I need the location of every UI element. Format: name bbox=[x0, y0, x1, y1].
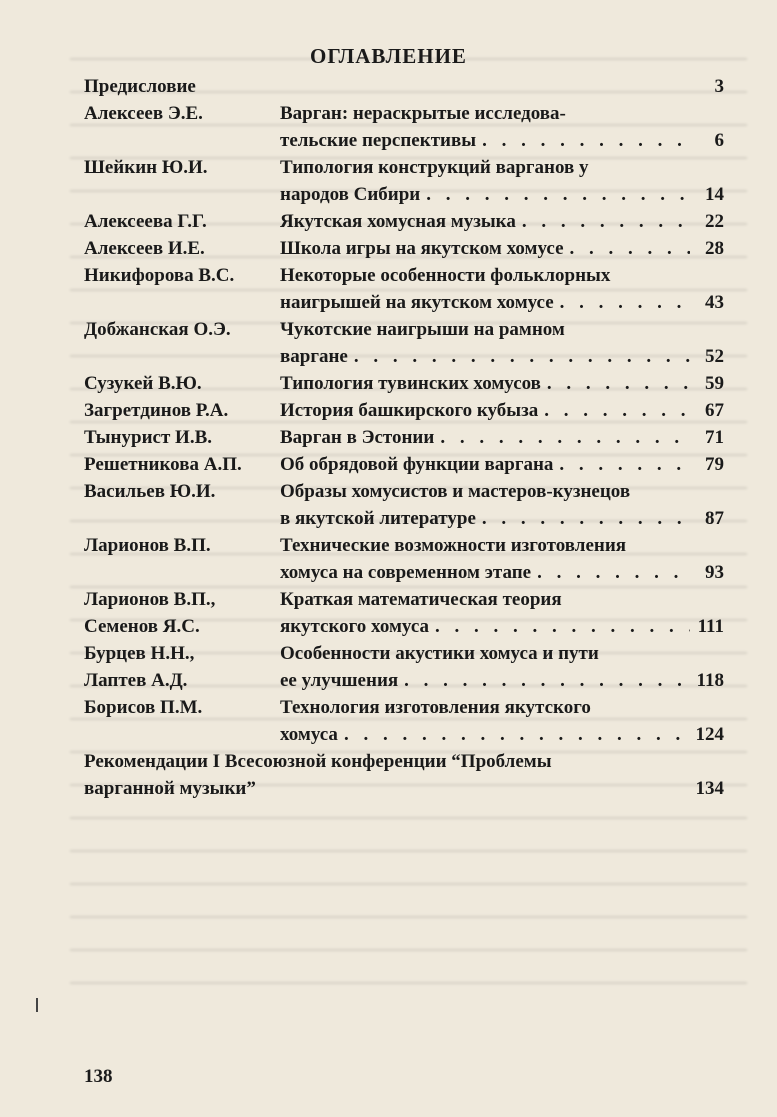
toc-author: Добжанская О.Э. bbox=[84, 319, 231, 340]
toc-line-text: варганной музыки” bbox=[84, 778, 256, 799]
dot-leader bbox=[344, 721, 690, 748]
page-ref: 43 bbox=[705, 292, 724, 313]
toc-line bbox=[280, 532, 724, 559]
page-ref: 14 bbox=[705, 184, 724, 205]
toc-entry bbox=[84, 478, 724, 532]
page-number: 138 bbox=[84, 1066, 113, 1087]
margin-mark bbox=[36, 998, 38, 1012]
toc-line-text: ее улучшения bbox=[280, 670, 399, 691]
toc-line-text: тельские перспективы bbox=[280, 130, 477, 151]
toc-entry-recommendations bbox=[84, 748, 724, 802]
toc-author: Алексеева Г.Г. bbox=[84, 211, 207, 232]
toc-line-text: Технология изготовления якутского bbox=[280, 697, 591, 718]
toc-line-text: Особенности акустики хомуса и пути bbox=[280, 643, 599, 664]
dot-leader bbox=[560, 289, 690, 316]
toc-line-text: Типология тувинских хомусов bbox=[280, 373, 541, 394]
toc-line bbox=[280, 451, 724, 478]
toc-line-text: Типология конструкций варганов у bbox=[280, 157, 589, 178]
toc-line bbox=[280, 100, 724, 127]
page-ref: 52 bbox=[705, 346, 724, 367]
toc-line bbox=[280, 73, 724, 100]
toc-line bbox=[280, 289, 724, 316]
page-ref: 93 bbox=[705, 562, 724, 583]
toc-author: Сузукей В.Ю. bbox=[84, 373, 202, 394]
toc-entry bbox=[84, 640, 724, 694]
toc-line-text: Об обрядовой функции варгана bbox=[280, 454, 554, 475]
toc-line bbox=[280, 424, 724, 451]
page-ref: 87 bbox=[705, 508, 724, 529]
toc-line bbox=[280, 235, 724, 262]
page-ref: 3 bbox=[714, 76, 724, 97]
toc-entry bbox=[84, 154, 724, 208]
table-of-contents bbox=[84, 73, 724, 802]
toc-line bbox=[280, 316, 724, 343]
toc-line-text: хомуса на современном этапе bbox=[280, 562, 532, 583]
toc-line bbox=[280, 667, 724, 694]
dot-leader bbox=[570, 235, 691, 262]
toc-entry bbox=[84, 397, 724, 424]
toc-entry bbox=[84, 694, 724, 748]
toc-line bbox=[280, 343, 724, 370]
dot-leader bbox=[404, 667, 690, 694]
toc-entry bbox=[84, 370, 724, 397]
toc-line-text: Рекомендации I Всесоюзной конференции “Проблемы bbox=[84, 751, 552, 772]
toc-line-text: История башкирского кубыза bbox=[280, 400, 539, 421]
toc-line-text: Образы хомусистов и мастеров-кузнецов bbox=[280, 481, 631, 502]
dot-leader bbox=[559, 451, 690, 478]
page-ref: 22 bbox=[705, 211, 724, 232]
toc-line-text: Некоторые особенности фольклорных bbox=[280, 265, 611, 286]
toc-line bbox=[84, 775, 724, 802]
page-title: ОГЛАВЛЕНИЕ bbox=[310, 44, 467, 68]
dot-leader bbox=[354, 343, 690, 370]
toc-author: Алексеев И.Е. bbox=[84, 238, 205, 259]
toc-line-text: Варган: нераскрытые исследова- bbox=[280, 103, 566, 124]
toc-author: Васильев Ю.И. bbox=[84, 481, 216, 502]
dot-leader bbox=[537, 559, 690, 586]
page-ref: 79 bbox=[705, 454, 724, 475]
dot-leader bbox=[440, 424, 690, 451]
dot-leader bbox=[522, 208, 690, 235]
page-ref: 67 bbox=[705, 400, 724, 421]
page-ref: 6 bbox=[714, 130, 724, 151]
toc-author: Предисловие bbox=[84, 76, 196, 97]
toc-author: Алексеев Э.Е. bbox=[84, 103, 203, 124]
dot-leader bbox=[547, 370, 690, 397]
toc-line bbox=[280, 694, 724, 721]
toc-line-text: наигрышей на якутском хомусе bbox=[280, 292, 554, 313]
toc-line-text: варгане bbox=[280, 346, 348, 367]
dot-leader bbox=[482, 505, 690, 532]
toc-line-text: Краткая математическая теория bbox=[280, 589, 562, 610]
page-ref: 111 bbox=[697, 616, 724, 637]
toc-line-text: Чукотские наигрыши на рамном bbox=[280, 319, 565, 340]
toc-line bbox=[280, 559, 724, 586]
toc-author: Борисов П.М. bbox=[84, 697, 203, 718]
toc-line bbox=[280, 370, 724, 397]
dot-leader bbox=[544, 397, 690, 424]
toc-entry bbox=[84, 586, 724, 640]
toc-entry bbox=[84, 208, 724, 235]
page-ref: 124 bbox=[695, 724, 724, 745]
toc-line-text: хомуса bbox=[280, 724, 338, 745]
toc-line bbox=[280, 613, 724, 640]
toc-line bbox=[280, 586, 724, 613]
toc-line-text: Технические возможности изготовления bbox=[280, 535, 627, 556]
toc-line bbox=[280, 208, 724, 235]
dot-leader bbox=[426, 181, 690, 208]
toc-author: Загретдинов Р.А. bbox=[84, 400, 229, 421]
page-ref: 71 bbox=[705, 427, 724, 448]
toc-author: Ларионов В.П. bbox=[84, 535, 211, 556]
toc-entry bbox=[84, 316, 724, 370]
page-ref: 118 bbox=[696, 670, 724, 691]
toc-author: Ларионов В.П., Семенов Я.С. bbox=[84, 589, 216, 637]
toc-line bbox=[280, 181, 724, 208]
toc-entry bbox=[84, 235, 724, 262]
toc-line bbox=[280, 640, 724, 667]
toc-line bbox=[280, 127, 724, 154]
toc-line bbox=[280, 397, 724, 424]
toc-entry bbox=[84, 532, 724, 586]
toc-line-text: якутского хомуса bbox=[280, 616, 429, 637]
toc-entry bbox=[84, 451, 724, 478]
page-ref: 28 bbox=[705, 238, 724, 259]
toc-author: Тынурист И.В. bbox=[84, 427, 212, 448]
toc-entry bbox=[84, 100, 724, 154]
toc-author: Решетникова А.П. bbox=[84, 454, 242, 475]
toc-line bbox=[280, 262, 724, 289]
toc-author: Шейкин Ю.И. bbox=[84, 157, 208, 178]
toc-line-text: Школа игры на якутском хомусе bbox=[280, 238, 564, 259]
toc-line bbox=[280, 505, 724, 532]
toc-line bbox=[280, 478, 724, 505]
toc-line-text: Варган в Эстонии bbox=[280, 427, 435, 448]
toc-line-text: в якутской литературе bbox=[280, 508, 476, 529]
dot-leader bbox=[482, 127, 690, 154]
toc-author: Бурцев Н.Н., Лаптев А.Д. bbox=[84, 643, 195, 691]
toc-entry bbox=[84, 424, 724, 451]
page-ref: 59 bbox=[705, 373, 724, 394]
toc-line-text: Якутская хомусная музыка bbox=[280, 211, 516, 232]
toc-author: Никифорова В.С. bbox=[84, 265, 235, 286]
toc-entry bbox=[84, 262, 724, 316]
toc-line bbox=[84, 748, 724, 775]
toc-line-text: народов Сибири bbox=[280, 184, 421, 205]
toc-entry bbox=[84, 73, 724, 100]
page-ref: 134 bbox=[695, 778, 724, 799]
toc-line bbox=[280, 721, 724, 748]
toc-line bbox=[280, 154, 724, 181]
dot-leader bbox=[435, 613, 690, 640]
